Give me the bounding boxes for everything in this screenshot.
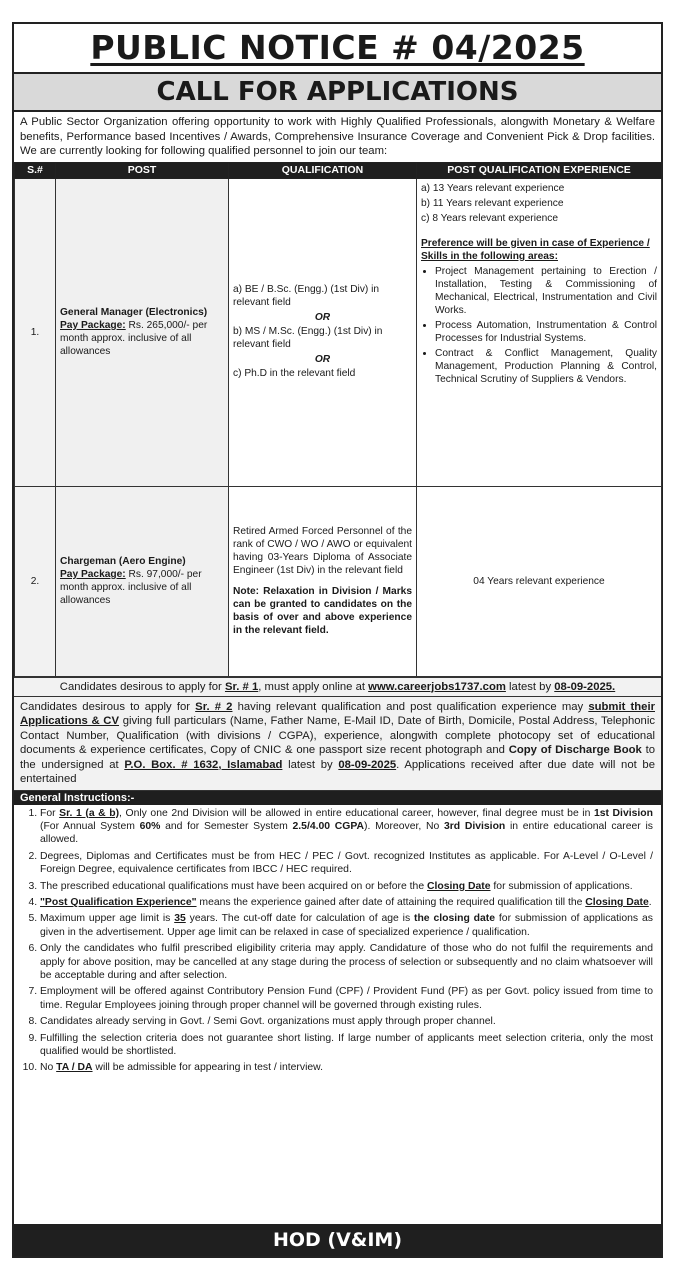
instruction-text: will be admissible for appearing in test / interview. [92, 1062, 323, 1074]
instruction-age: 35 [174, 913, 186, 925]
row2-qual: Retired Armed Forced Personnel of the rank of CWO / WO / AWO or equivalent having 03-Years Diploma of Associate Engineer (1st Div) in the relevant field [233, 526, 412, 576]
row2-qualification [229, 486, 417, 676]
header-post: POST [56, 162, 229, 178]
apply-post-date: 08-09-2025 [338, 758, 397, 771]
apply-online-sr: Sr. # 1 [224, 680, 259, 693]
instruction-bold: 3rd Division [443, 820, 506, 832]
apply-post-paragraph [14, 697, 661, 791]
instruction-text: ). Moreover, No [364, 820, 444, 832]
notice-subtitle: CALL FOR APPLICATIONS [14, 72, 661, 112]
instruction-text: for submission of applications as given in the advertisement. Upper age limit can be relaxed in case of specialized experience / qualification. [40, 913, 653, 938]
instruction-text: for submission of applications. [490, 880, 633, 892]
instruction-text: and for Semester System [160, 820, 293, 832]
row1-pref-2: • Process Automation, Instrumentation & Control Processes for Industrial Systems. [435, 319, 657, 345]
row1-post-name: General Manager (Electronics) [60, 307, 208, 318]
header-qualification: QUALIFICATION [229, 162, 417, 178]
instruction-tada: TA / DA [56, 1062, 93, 1074]
apply-post-text-1: Candidates desirous to apply for [20, 700, 196, 713]
row2-pay-label: Pay Package: [60, 569, 126, 580]
apply-online-line [14, 677, 661, 697]
apply-post-pobox: P.O. Box. # 1632, Islamabad [124, 758, 283, 771]
apply-post-sr: Sr. # 2 [195, 700, 233, 713]
row1-sr: 1. [15, 178, 56, 486]
instruction-text: , Only one 2nd Division will be allowed in entire educational career, however, final degree must be in [119, 807, 594, 819]
instruction-pqe: "Post Qualification Experience" [40, 896, 197, 908]
intro-paragraph: A Public Sector Organization offering opportunity to work with Highly Qualified Professionals, alongwith Monetary & Welfare benefits, Performance based Incentives / Awards, Comprehensive Insurance Coverage and Convenient Pick & Drop facilities. We are currently looking for following qualified personnel to join our team: [20, 116, 655, 157]
row1-or-1: OR [314, 311, 331, 323]
instruction-item [40, 807, 653, 847]
instructions-list [14, 807, 661, 1075]
instruction-item [40, 1061, 653, 1074]
row1-preference-list [421, 265, 657, 386]
row2-post-name: Chargeman (Aero Engine) [60, 556, 186, 567]
row1-pref-3: • Contract & Conflict Management, Quality Management, Production Planning & Control, Technical Scrutiny of Suppliers & Vendors. [435, 347, 657, 386]
career-website-link[interactable]: www.careerjobs1737.com [368, 680, 506, 693]
instructions-heading: General Instructions:- [14, 791, 661, 805]
row1-qual-c: c) Ph.D in the relevant field [233, 367, 356, 379]
instruction-bold: 2.5/4.00 CGPA [292, 820, 365, 832]
header-experience: POST QUALIFICATION EXPERIENCE [417, 162, 662, 178]
instruction-text: (For Annual System [40, 820, 140, 832]
row1-pref-1: • Project Management pertaining to Erection / Installation, Testing & Commissioning of Mechanical, Electrical, Instrumentation and Civil Works. [435, 265, 657, 317]
instruction-text: Maximum upper age limit is [40, 913, 175, 925]
row1-exp-c: c) 8 Years relevant experience [421, 212, 559, 224]
header-sr: S.# [15, 162, 56, 178]
instruction-item: 2. Degrees, Diplomas and Certificates must be from HEC / PEC / Govt. recognized Institutes as applicable. For A-Level / O-Level / Foreign Degree, equivalence certificates from IBCC / HEC required. [40, 850, 653, 877]
posts-table [14, 162, 662, 677]
row1-pay [60, 319, 224, 358]
instruction-item [40, 880, 653, 893]
row1-pay-text: Rs. 265,000/- per month approx. inclusive of all allowances [60, 320, 208, 357]
signatory-footer: HOD (V&IM) [14, 1224, 661, 1256]
apply-post-text-6: . Applications received after due date will not be entertained [20, 758, 655, 785]
row2-note: Note: Relaxation in Division / Marks can be granted to candidates on the basis of over and above experience in the relevant field. [233, 586, 412, 636]
apply-post-text-2: having relevant qualification and post qualification experience may [232, 700, 589, 713]
table-header-row [15, 162, 662, 178]
instruction-closing-date: Closing Date [585, 896, 649, 908]
row1-qualification [229, 178, 417, 486]
apply-online-text-2: , must apply online at [258, 680, 369, 693]
instruction-closing-date: Closing Date [427, 880, 491, 892]
row1-exp-b: b) 11 Years relevant experience [421, 197, 564, 209]
apply-online-date: 08-09-2025. [554, 680, 616, 693]
row1-experience [417, 178, 662, 486]
table-row [15, 486, 662, 676]
row1-post [56, 178, 229, 486]
row1-exp-list [421, 182, 657, 225]
row2-post [56, 486, 229, 676]
instruction-bold: 60% [139, 820, 161, 832]
instruction-item: 6. Only the candidates who fulfil prescribed eligibility criteria may apply. Candidature of those who do not fulfil the requirements and apply for above position, may be cancelled at any stage during the process of selection or subsequently and no claim whatsoever will be acceptable during and after selection. [40, 942, 653, 982]
table-row [15, 178, 662, 486]
public-notice [12, 22, 663, 1258]
instruction-text: The prescribed educational qualifications must have been acquired on or before the [40, 880, 428, 892]
instruction-text: years. The cut-off date for calculation of age is [185, 913, 414, 925]
instruction-text: means the experience gained after date of attaining the required qualification till the [196, 896, 586, 908]
apply-post-text-4: to the undersigned at [20, 744, 655, 771]
instruction-text: in entire educational career is allowed. [40, 820, 653, 846]
instruction-item [40, 896, 653, 909]
instruction-text: . [648, 896, 652, 908]
instruction-sr: Sr. 1 (a & b) [59, 807, 120, 819]
row2-pay-text: Rs. 97,000/- per month approx. inclusive of all allowances [60, 569, 202, 606]
row1-pay-label: Pay Package: [60, 320, 126, 331]
row2-pay [60, 568, 224, 607]
row1-exp-a: a) 13 Years relevant experience [421, 182, 565, 194]
apply-post-submit: submit their Applications & CV [20, 700, 655, 727]
row1-or-2: OR [314, 353, 331, 365]
instruction-item: 8. Candidates already serving in Govt. / Semi Govt. organizations must apply through proper channel. [40, 1015, 653, 1028]
row1-qual-a: a) BE / B.Sc. (Engg.) (1st Div) in relevant field [233, 283, 380, 308]
instruction-text: No [40, 1062, 57, 1074]
row1-qual-b: b) MS / M.Sc. (Engg.) (1st Div) in relevant field [233, 325, 383, 350]
instruction-bold: the closing date [414, 913, 496, 925]
instruction-item: 7. Employment will be offered against Contributory Pension Fund (CPF) / Provident Fund (PF) as per Govt. policy issued from time to time. Regular Employees joining through proper channel will be governed through existing rules. [40, 985, 653, 1012]
apply-post-discharge: Copy of Discharge Book [508, 744, 642, 756]
row1-preference-heading: Preference will be given in case of Experience / Skills in the following areas: [421, 237, 650, 262]
apply-online-text-3: latest by [505, 680, 555, 693]
notice-title: PUBLIC NOTICE # 04/2025 [90, 28, 585, 67]
row2-experience: 04 Years relevant experience [417, 486, 662, 676]
instruction-bold: 1st Division [593, 807, 653, 819]
row2-sr: 2. [15, 486, 56, 676]
apply-post-text-3: giving full particulars (Name, Father Name, E-Mail ID, Date of Birth, Domicile, Postal Address, Telephonic Contact Number, Qualification (with divisions / CGPA), experience, alongwith complete photocopy set of educational documents & experience certificates, Copy of CNIC & one passport size recent photograph and [20, 715, 655, 756]
instruction-text: For [40, 807, 60, 819]
apply-online-text: Candidates desirous to apply for [59, 680, 225, 693]
apply-post-text-5: latest by [282, 758, 339, 771]
instruction-item [40, 912, 653, 939]
instruction-item: 9. Fulfilling the selection criteria does not guarantee short listing. If large number of applicants meet selection criteria, only the most qualified would be shortlisted. [40, 1032, 653, 1059]
